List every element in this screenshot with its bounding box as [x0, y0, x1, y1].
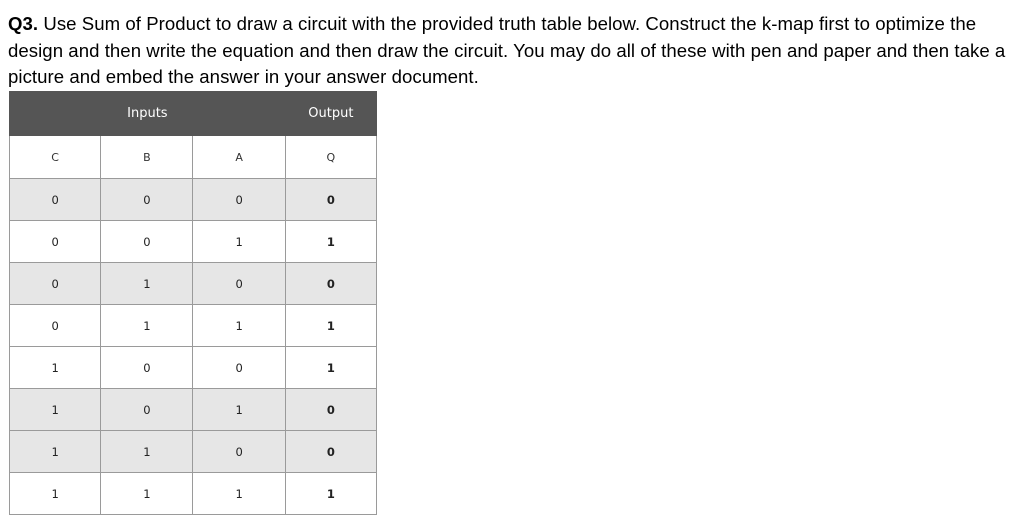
cell-b: 0 — [101, 347, 193, 389]
table-row — [10, 263, 377, 305]
table-group-header — [10, 92, 377, 136]
table-row — [10, 347, 377, 389]
cell-q: 0 — [285, 179, 376, 221]
table-row — [10, 221, 377, 263]
output-header: Output — [285, 92, 376, 136]
column-header-row — [10, 136, 377, 179]
cell-c: 1 — [10, 389, 101, 431]
cell-c: 1 — [10, 473, 101, 515]
cell-b: 1 — [101, 305, 193, 347]
cell-c: 0 — [10, 179, 101, 221]
table-row — [10, 389, 377, 431]
cell-c: 0 — [10, 305, 101, 347]
table-row — [10, 473, 377, 515]
cell-a: 1 — [193, 305, 285, 347]
cell-q: 1 — [285, 305, 376, 347]
cell-q: 0 — [285, 389, 376, 431]
question-text — [8, 11, 1008, 91]
cell-b: 1 — [101, 263, 193, 305]
cell-b: 1 — [101, 431, 193, 473]
cell-q: 0 — [285, 431, 376, 473]
cell-a: 1 — [193, 473, 285, 515]
cell-q: 1 — [285, 473, 376, 515]
truth-table — [9, 91, 377, 515]
cell-q: 1 — [285, 221, 376, 263]
cell-a: 0 — [193, 263, 285, 305]
question-body: Use Sum of Product to draw a circuit with the provided truth table below. Construct the k-map first to optimize the design and then write the equation and then draw the circuit. You may do all of these with pen and paper and then take a picture and embed the answer in your answer document. — [8, 13, 1006, 87]
cell-a: 1 — [193, 221, 285, 263]
column-header-q: Q — [285, 136, 376, 179]
cell-b: 0 — [101, 389, 193, 431]
inputs-header: Inputs — [10, 92, 286, 136]
table-row — [10, 179, 377, 221]
cell-a: 0 — [193, 179, 285, 221]
cell-a: 1 — [193, 389, 285, 431]
table-row — [10, 431, 377, 473]
cell-c: 0 — [10, 263, 101, 305]
column-header-c: C — [10, 136, 101, 179]
cell-q: 1 — [285, 347, 376, 389]
column-header-b: B — [101, 136, 193, 179]
cell-q: 0 — [285, 263, 376, 305]
cell-a: 0 — [193, 431, 285, 473]
question-number: Q3. — [8, 13, 39, 34]
cell-b: 0 — [101, 179, 193, 221]
cell-a: 0 — [193, 347, 285, 389]
cell-c: 1 — [10, 431, 101, 473]
table-row — [10, 305, 377, 347]
cell-c: 0 — [10, 221, 101, 263]
cell-b: 0 — [101, 221, 193, 263]
cell-b: 1 — [101, 473, 193, 515]
cell-c: 1 — [10, 347, 101, 389]
column-header-a: A — [193, 136, 285, 179]
